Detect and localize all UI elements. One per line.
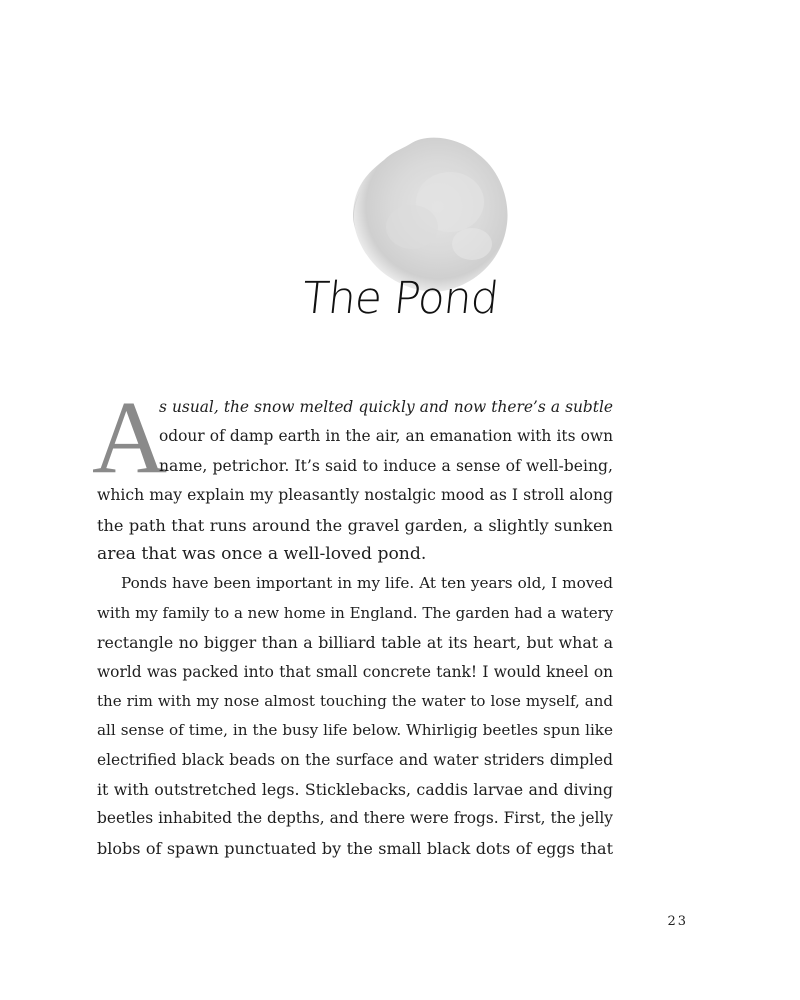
- text-line: odour of damp earth in the air, an emanation with its own: [159, 427, 613, 446]
- text-line: blobs of spawn punctuated by the small black dots of eggs that: [97, 838, 613, 858]
- text-line: beetles inhabited the depths, and there were frogs. First, the jelly: [97, 809, 613, 828]
- text-line: all sense of time, in the busy life below. Whirligig beetles spun like: [97, 721, 613, 740]
- text-line: world was packed into that small concrete tank! I would kneel on: [97, 662, 613, 681]
- body-text: [97, 393, 613, 863]
- text-line: which may explain my pleasantly nostalgic mood as I stroll along: [97, 486, 613, 505]
- page-number: 23: [667, 914, 688, 929]
- text-line: it with outstretched legs. Sticklebacks, caddis larvae and diving: [97, 780, 613, 800]
- chapter-title: The Pond: [299, 273, 501, 325]
- text-line: with my family to a new home in England. The garden had a watery: [97, 603, 614, 622]
- text-line: name, petrichor. It’s said to induce a sense of well-being,: [159, 456, 613, 475]
- drop-cap-letter: A: [92, 380, 168, 495]
- text-line: s usual, the snow melted quickly and now there’s a subtle: [159, 398, 613, 416]
- text-line: the rim with my nose almost touching the water to lose myself, and: [97, 691, 613, 710]
- text-line: Ponds have been important in my life. At ten years old, I moved: [121, 574, 613, 593]
- text-line: the path that runs around the gravel garden, a slightly sunken: [97, 515, 613, 535]
- text-line: rectangle no bigger than a billiard table at its heart, but what a: [97, 633, 613, 653]
- text-line: electrified black beads on the surface and water striders dimpled: [97, 750, 613, 769]
- text-line: area that was once a well-loved pond.: [97, 543, 427, 564]
